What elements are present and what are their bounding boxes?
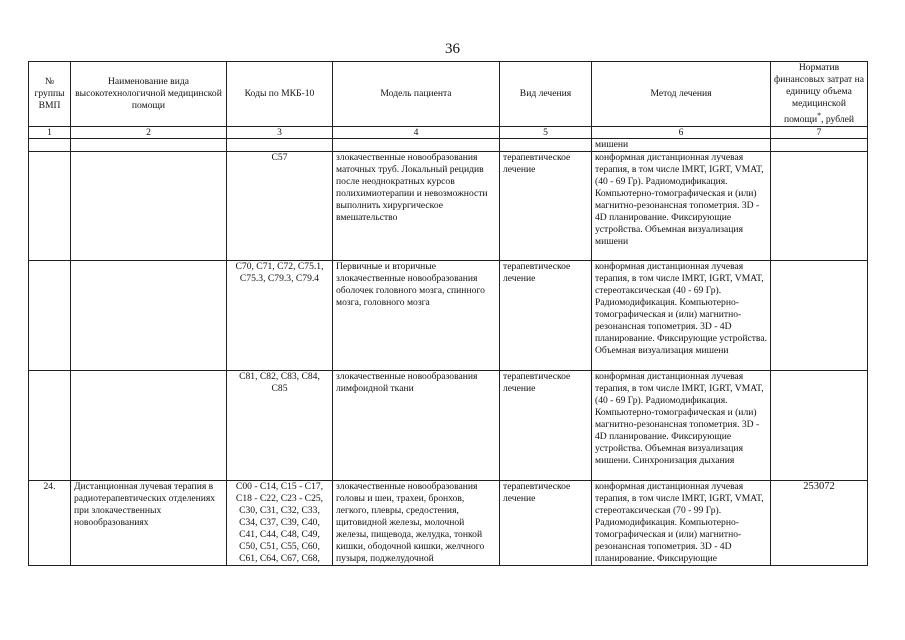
method-cell: конформная дистанционная лучевая терапия, в том числе IMRT, IGRT, VMAT, (40 - 69 Гр). Радиомодификация. Компьютерно-томографическая и (или) магнитно-резонансная топометрия. 3D - 4D планирование. Фиксирующие устройства. Объемная визуализация мишени [592, 152, 771, 261]
column-number: 6 [592, 127, 771, 139]
continuation-row [29, 139, 868, 152]
header-icd-codes: Коды по МКБ-10 [227, 62, 333, 127]
icd-codes-cell: C70, C71, C72, C75.1, C75.3, C79.3, C79.4 [227, 261, 333, 371]
treatment-type-cell: терапевтическое лечение [500, 481, 592, 566]
group-cell [29, 371, 71, 481]
table-row [29, 481, 868, 566]
table-row [29, 371, 868, 481]
header-row [29, 62, 868, 127]
treatment-type-cell: терапевтическое лечение [500, 261, 592, 371]
group-cell: 24. [29, 481, 71, 566]
header-patient-model: Модель пациента [333, 62, 500, 127]
group-cell [29, 261, 71, 371]
care-type-cell [71, 261, 227, 371]
group-cell [29, 152, 71, 261]
method-cell: мишени [592, 139, 771, 152]
method-cell: конформная дистанционная лучевая терапия, в том числе IMRT, IGRT, VMAT, стереотаксическая (70 - 99 Гр). Радиомодификация. Компьютерно-томографическая и (или) магнитно-резонансная топометрия. 3D - 4D планирование. Фиксирующие [592, 481, 771, 566]
page-number: 36 [445, 41, 460, 57]
column-number: 5 [500, 127, 592, 139]
header-group-number: № группы ВМП [29, 62, 71, 127]
column-number: 7 [771, 127, 868, 139]
column-number: 4 [333, 127, 500, 139]
treatment-type-cell: терапевтическое лечение [500, 152, 592, 261]
patient-model-cell: злокачественные новообразования маточных труб. Локальный рецидив после неоднократных курсов полихимиотерапии и невозможности выполнить хирургическое вмешательство [333, 152, 500, 261]
vmp-table [28, 61, 868, 566]
header-treatment-type: Вид лечения [500, 62, 592, 127]
patient-model-cell: Первичные и вторичные злокачественные новообразования оболочек головного мозга, спинного мозга, головного мозга [333, 261, 500, 371]
column-number-row [29, 127, 868, 139]
patient-model-cell: злокачественные новообразования головы и шеи, трахеи, бронхов, легкого, плевры, средостения, щитовидной железы, молочной железы, пищевода, желудка, тонкой кишки, ободочной кишки, желчного пузыря, поджелудочной [333, 481, 500, 566]
care-type-cell: Дистанционная лучевая терапия в радиотерапевтических отделениях при злокачественных новообразованиях [71, 481, 227, 566]
icd-codes-cell: C81, C82, C83, C84, C85 [227, 371, 333, 481]
method-cell: конформная дистанционная лучевая терапия, в том числе IMRT, IGRT, VMAT, (40 - 69 Гр). Радиомодификация. Компьютерно-томографическая и (или) магнитно-резонансная топометрия. 3D - 4D планирование. Фиксирующие устройства. Объемная визуализация мишени. Синхронизация дыхания [592, 371, 771, 481]
table-row [29, 261, 868, 371]
method-cell: конформная дистанционная лучевая терапия, в том числе IMRT, IGRT, VMAT, стереотаксическая (40 - 69 Гр). Радиомодификация. Компьютерно-томографическая и (или) магнитно-резонансная топометрия. 3D - 4D планирование. Фиксирующие устройства. Объемная визуализация мишени [592, 261, 771, 371]
icd-codes-cell: C00 - C14, C15 - C17, C18 - C22, C23 - C25, C30, C31, C32, C33, C34, C37, C39, C40, C41, C44, C48, C49, C50, C51, C55, C60, C61, C64, C67, C68, [227, 481, 333, 566]
care-type-cell [71, 371, 227, 481]
cost-norm-cell [771, 261, 868, 371]
patient-model-cell: злокачественные новообразования лимфоидной ткани [333, 371, 500, 481]
table-row [29, 152, 868, 261]
cost-norm-cell [771, 152, 868, 261]
treatment-type-cell: терапевтическое лечение [500, 371, 592, 481]
column-number: 3 [227, 127, 333, 139]
header-treatment-method: Метод лечения [592, 62, 771, 127]
header-cost-norm: Норматив финансовых затрат на единицу объема медицинской помощи*, рублей [771, 62, 868, 127]
column-number: 2 [71, 127, 227, 139]
cost-norm-cell: 253072 [771, 481, 868, 566]
column-number: 1 [29, 127, 71, 139]
header-care-type: Наименование вида высокотехнологичной медицинской помощи [71, 62, 227, 127]
care-type-cell [71, 152, 227, 261]
icd-codes-cell: C57 [227, 152, 333, 261]
cost-norm-cell [771, 371, 868, 481]
